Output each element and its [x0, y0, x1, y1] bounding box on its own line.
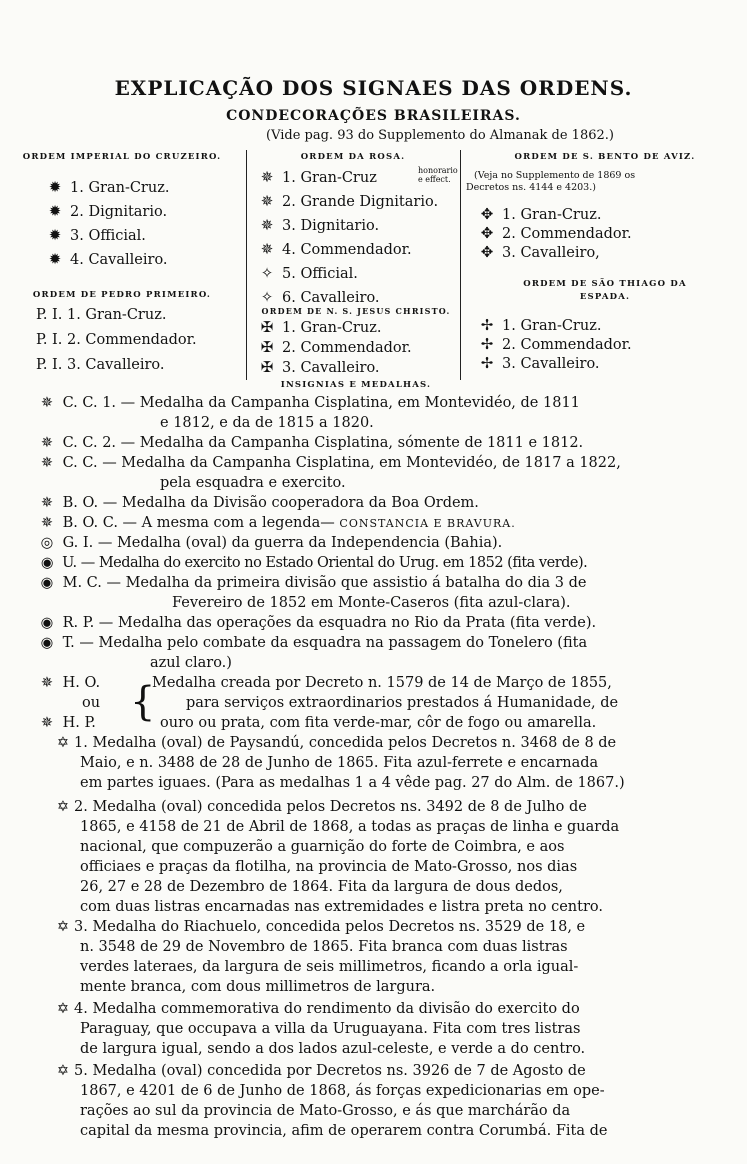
rosa-item-4: ✵ 4. Commendador.: [256, 240, 412, 259]
rosa-item-2: ✵ 2. Grande Dignitario.: [256, 192, 438, 211]
medal-riachuelo-line-2: n. 3548 de 29 de Novembro de 1865. Fita branca com duas listras: [80, 939, 568, 955]
vide-note: (Vide pag. 93 do Supplemento do Almanak de 1862.): [266, 128, 614, 143]
medal-rp-line: ◉ R. P. — Medalha das operações da esquadra no Rio da Prata (fita verde).: [36, 614, 596, 632]
medal-gi-line: ◎ G. I. — Medalha (oval) da guerra da Independencia (Bahia).: [36, 534, 502, 552]
column-divider-1: [246, 150, 247, 380]
aviz-item-2: ✥ 2. Commendador.: [476, 224, 632, 243]
medal-t-line-2: azul claro.): [150, 655, 232, 671]
rosa-star-icon: ✧: [260, 288, 274, 306]
medal-corumba-line-1: ✡ 5. Medalha (oval) concedida por Decretos ns. 3926 de 7 de Agosto de: [52, 1062, 586, 1080]
medal-cc-line-2: pela esquadra e exercito.: [160, 475, 346, 491]
round-medal-icon: ◉: [40, 615, 54, 631]
christo-item-2: ✠ 2. Commendador.: [256, 338, 412, 357]
rosa-star-icon: ✵: [260, 168, 274, 186]
cruzeiro-item-4: ✹ 4. Cavalleiro.: [44, 250, 168, 269]
cruzeiro-item-3: ✹ 3. Official.: [44, 226, 146, 245]
medal-paysandu-line-2: Maio, e n. 3488 de 28 de Junho de 1865. Fita azul-ferrete e encarnada: [80, 755, 599, 771]
medal-riachuelo-line-3: verdes lateraes, da largura de seis millimetros, ficando a orla igual-: [80, 959, 579, 975]
medal-humanidade-line-2: para serviços extraordinarios prestados á Humanidade, de: [186, 695, 619, 711]
aviz-item-3: ✥ 3. Cavalleiro,: [476, 243, 600, 262]
cruzeiro-star-icon: ✹: [48, 178, 62, 196]
medal-t-line-1: ◉ T. — Medalha pelo combate da esquadra na passagem do Tonelero (fita: [36, 634, 587, 652]
ordem-rosa-heading: ORDEM DA ROSA.: [300, 152, 406, 162]
medal-coimbra-line-4: officiaes e praças da flotilha, na provincia de Mato-Grosso, nos dias: [80, 859, 578, 875]
rosa-star-icon: ✵: [260, 192, 274, 210]
christo-cross-icon: ✠: [260, 358, 274, 376]
ordem-pedro-heading: ORDEM DE PEDRO PRIMEIRO.: [32, 290, 212, 300]
cruzeiro-star-icon: ✹: [48, 250, 62, 268]
six-point-star-icon: ✡: [56, 1063, 70, 1079]
medal-coimbra-line-1: ✡ 2. Medalha (oval) concedida pelos Decretos ns. 3492 de 8 de Julho de: [52, 798, 587, 816]
medal-humanidade-line-1: Medalha creada por Decreto n. 1579 de 14 de Março de 1855,: [152, 675, 612, 691]
brace-icon: {: [130, 679, 156, 725]
medal-uruguayana-line-1: ✡ 4. Medalha commemorativa do rendimento da divisão do exercito do: [52, 1000, 580, 1018]
medal-riachuelo-line-1: ✡ 3. Medalha do Riachuelo, concedida pelos Decretos ns. 3529 de 18, e: [52, 918, 585, 936]
medal-coimbra-line-3: nacional, que compuzerão a guarnição do forte de Coimbra, e aos: [80, 839, 565, 855]
christo-cross-icon: ✠: [260, 338, 274, 356]
aviz-item-1: ✥ 1. Gran-Cruz.: [476, 205, 601, 224]
page-title: EXPLICAÇÃO DOS SIGNAES DAS ORDENS.: [114, 76, 633, 100]
espada-item-3: ✢ 3. Cavalleiro.: [476, 354, 600, 373]
medal-paysandu-line-3: em partes iguaes. (Para as medalhas 1 a 4 vêde pag. 27 do Alm. de 1867.): [80, 775, 625, 791]
ordem-aviz-heading: ORDEM DE S. BENTO DE AVIZ.: [514, 152, 696, 162]
medal-u-line: ◉ U. — Medalha do exercito no Estado Oriental do Urug. em 1852 (fita verde).: [36, 554, 587, 572]
medal-ho-label: ✵ H. O.: [36, 674, 100, 692]
medal-star-icon: ✵: [40, 715, 54, 731]
page-subtitle: CONDECORAÇÕES BRASILEIRAS.: [226, 108, 521, 124]
cruzeiro-star-icon: ✹: [48, 226, 62, 244]
medal-cc1-line-1: ✵ C. C. 1. — Medalha da Campanha Cisplatina, em Montevidéo, de 1811: [36, 394, 580, 412]
christo-item-3: ✠ 3. Cavalleiro.: [256, 358, 380, 377]
medal-star-icon: ✵: [40, 395, 54, 411]
medal-star-icon: ✵: [40, 455, 54, 471]
medal-ou-label: ou: [82, 695, 101, 711]
rosa-item-3: ✵ 3. Dignitario.: [256, 216, 379, 235]
pedro-item-3: P. I. 3. Cavalleiro.: [36, 357, 165, 373]
christo-cross-icon: ✠: [260, 318, 274, 336]
medal-star-icon: ✵: [40, 435, 54, 451]
ordem-espada-heading-2: ESPADA.: [579, 292, 631, 302]
rosa-star-icon: ✧: [260, 264, 274, 282]
round-medal-icon: ◉: [40, 635, 54, 651]
round-medal-icon: ◉: [40, 555, 54, 571]
six-point-star-icon: ✡: [56, 735, 70, 751]
aviz-cross-icon: ✥: [480, 243, 494, 261]
medal-star-icon: ✵: [40, 515, 54, 531]
medal-humanidade-line-3: ouro ou prata, com fita verde-mar, côr de fogo ou amarella.: [160, 715, 597, 731]
medal-paysandu-line-1: ✡ 1. Medalha (oval) de Paysandú, concedida pelos Decretos n. 3468 de 8 de: [52, 734, 616, 752]
rosa-star-icon: ✵: [260, 216, 274, 234]
christo-item-1: ✠ 1. Gran-Cruz.: [256, 318, 381, 337]
ordem-espada-heading-1: ORDEM DE SÃO THIAGO DA: [523, 279, 687, 289]
medal-cc2-line: ✵ C. C. 2. — Medalha da Campanha Cisplatina, sómente de 1811 e 1812.: [36, 434, 583, 452]
rosa-honorario-note: honorario e effect.: [418, 166, 458, 184]
medal-cc1-line-2: e 1812, e da de 1815 a 1820.: [160, 415, 374, 431]
rosa-item-1: ✵ 1. Gran-Cruz: [256, 168, 377, 187]
medal-coimbra-line-2: 1865, e 4158 de 21 de Abril de 1868, a todas as praças de linha e guarda: [80, 819, 620, 835]
aviz-cross-icon: ✥: [480, 205, 494, 223]
ordem-cruzeiro-heading: ORDEM IMPERIAL DO CRUZEIRO.: [22, 152, 222, 162]
ordem-christo-heading: ORDEM DE N. S. JESUS CHRISTO.: [261, 306, 451, 316]
medal-mc-line-1: ◉ M. C. — Medalha da primeira divisão que assistio á batalha do dia 3 de: [36, 574, 586, 592]
rosa-item-6: ✧ 6. Cavalleiro.: [256, 288, 380, 307]
rosa-star-icon: ✵: [260, 240, 274, 258]
medal-corumba-line-2: 1867, e 4201 de 6 de Junho de 1868, ás forças expedicionarias em ope-: [80, 1083, 605, 1099]
espada-item-1: ✢ 1. Gran-Cruz.: [476, 316, 601, 335]
insignias-heading: INSIGNIAS E MEDALHAS.: [280, 380, 432, 390]
medal-coimbra-line-5: 26, 27 e 28 de Dezembro de 1864. Fita da largura de dous dedos,: [80, 879, 563, 895]
pedro-item-2: P. I. 2. Commendador.: [36, 332, 197, 348]
espada-cross-icon: ✢: [480, 354, 494, 372]
medal-corumba-line-4: capital da mesma provincia, afim de operarem contra Corumbá. Fita de: [80, 1123, 608, 1139]
medal-bo-line: ✵ B. O. — Medalha da Divisão cooperadora da Boa Ordem.: [36, 494, 479, 512]
cruzeiro-star-icon: ✹: [48, 202, 62, 220]
oval-medal-icon: ◎: [40, 535, 54, 551]
round-medal-icon: ◉: [40, 575, 54, 591]
cruzeiro-item-2: ✹ 2. Dignitario.: [44, 202, 167, 221]
column-divider-2: [460, 150, 461, 380]
rosa-item-5: ✧ 5. Official.: [256, 264, 358, 283]
cruzeiro-item-1: ✹ 1. Gran-Cruz.: [44, 178, 169, 197]
aviz-note-line-1: (Veja no Supplemento de 1869 os: [474, 170, 636, 181]
espada-item-2: ✢ 2. Commendador.: [476, 335, 632, 354]
medal-uruguayana-line-3: de largura igual, sendo a dos lados azul-celeste, e verde a do centro.: [80, 1041, 586, 1057]
six-point-star-icon: ✡: [56, 919, 70, 935]
espada-cross-icon: ✢: [480, 316, 494, 334]
aviz-cross-icon: ✥: [480, 224, 494, 242]
six-point-star-icon: ✡: [56, 799, 70, 815]
medal-cc-line-1: ✵ C. C. — Medalha da Campanha Cisplatina, em Montevidéo, de 1817 a 1822,: [36, 454, 621, 472]
medal-coimbra-line-6: com duas listras encarnadas nas extremidades e listra preta no centro.: [80, 899, 603, 915]
medal-riachuelo-line-4: mente branca, com dous millimetros de largura.: [80, 979, 436, 995]
medal-star-icon: ✵: [40, 675, 54, 691]
medal-hp-label: ✵ H. P.: [36, 714, 96, 732]
medal-boc-line: ✵ B. O. C. — A mesma com a legenda— CONSTANCIA E BRAVURA.: [36, 514, 516, 533]
medal-corumba-line-3: rações ao sul da provincia de Mato-Grosso, e ás que marchárão da: [80, 1103, 571, 1119]
six-point-star-icon: ✡: [56, 1001, 70, 1017]
medal-star-icon: ✵: [40, 495, 54, 511]
pedro-item-1: P. I. 1. Gran-Cruz.: [36, 307, 167, 323]
medal-uruguayana-line-2: Paraguay, que occupava a villa da Uruguayana. Fita com tres listras: [80, 1021, 581, 1037]
medal-mc-line-2: Fevereiro de 1852 em Monte-Caseros (fita azul-clara).: [172, 595, 571, 611]
aviz-note-line-2: Decretos ns. 4144 e 4203.): [466, 182, 596, 193]
espada-cross-icon: ✢: [480, 335, 494, 353]
legend-text: CONSTANCIA E BRAVURA.: [339, 517, 516, 530]
